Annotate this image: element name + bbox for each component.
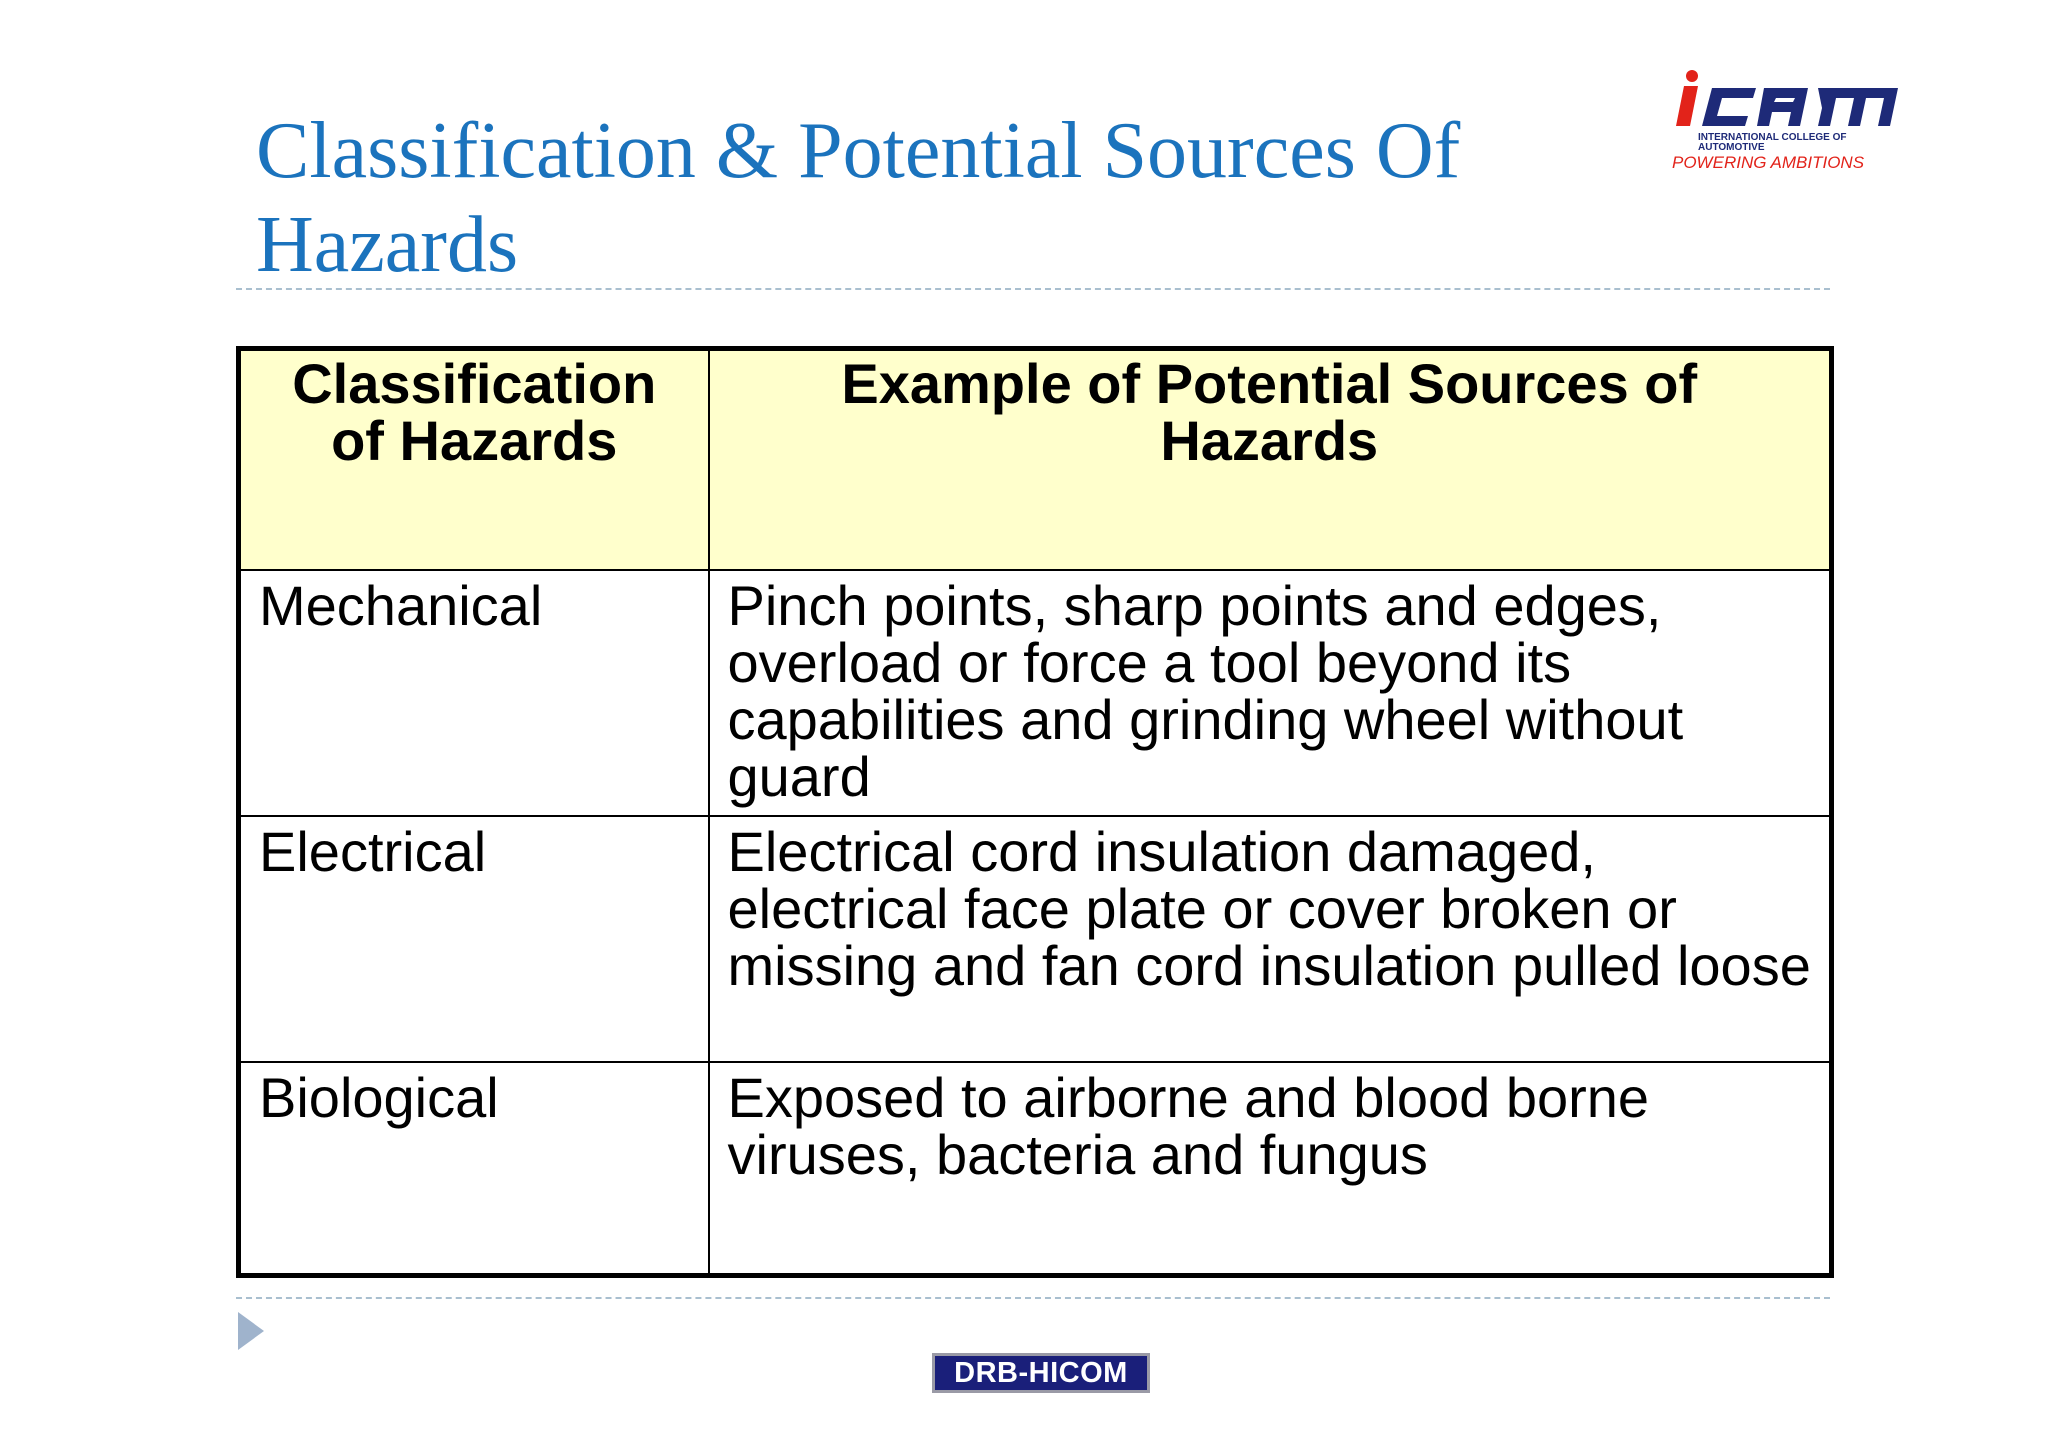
cell-example: Electrical cord insulation damaged, electrical face plate or cover broken or missing and fan cord insulation pulled loose (709, 816, 1832, 1062)
header-classification: Classification of Hazards (239, 349, 709, 571)
hazard-table (236, 346, 1834, 1278)
logo-tagline: POWERING AMBITIONS (1672, 153, 1865, 172)
table-row (239, 816, 1832, 1062)
table-header-row (239, 349, 1832, 571)
table-row (239, 570, 1832, 816)
logo-line1: INTERNATIONAL COLLEGE OF (1698, 132, 1847, 143)
cell-classification: Electrical (239, 816, 709, 1062)
drb-hicom-logo: DRB-HICOM (932, 1353, 1150, 1393)
cell-example: Pinch points, sharp points and edges, overload or force a tool beyond its capabilities and grinding wheel without guard (709, 570, 1832, 816)
cell-classification: Biological (239, 1062, 709, 1276)
slide-title: Classification & Potential Sources Of Hazards (256, 107, 1461, 289)
triangle-right-icon (238, 1312, 264, 1350)
footer-divider (236, 1297, 1830, 1299)
logo-line2: AUTOMOTIVE (1698, 142, 1765, 153)
table-row (239, 1062, 1832, 1276)
cell-classification: Mechanical (239, 570, 709, 816)
title-divider (236, 288, 1830, 290)
cell-example: Exposed to airborne and blood borne viruses, bacteria and fungus (709, 1062, 1832, 1276)
header-example: Example of Potential Sources of Hazards (709, 349, 1832, 571)
icam-logo (1672, 68, 1904, 172)
